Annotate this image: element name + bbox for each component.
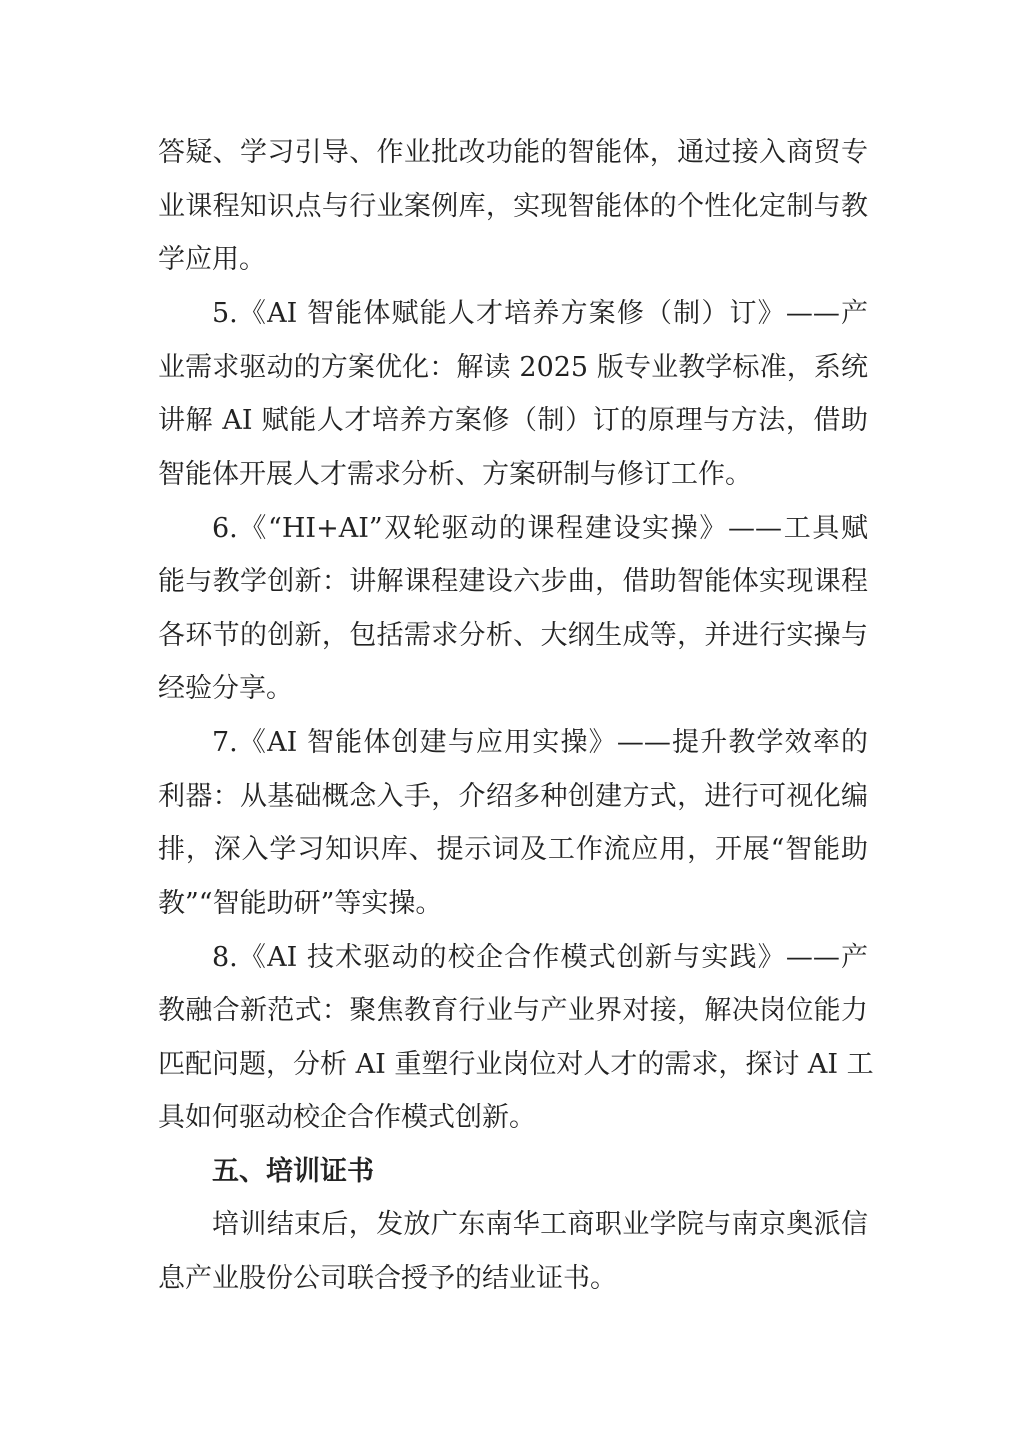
certificate-line-2: 息产业股份公司联合授予的结业证书。	[158, 1263, 617, 1294]
item-8-line-2: 教融合新范式：聚焦教育行业与产业界对接，解决岗位能力	[158, 995, 868, 1026]
item-5-line-3: 讲解 AI 赋能人才培养方案修（制）订的原理与方法，借助	[158, 405, 868, 436]
item-7-line-4: 教”“智能助研”等实操。	[158, 888, 443, 919]
item-6-line-4: 经验分享。	[158, 673, 293, 704]
item-5-line-2: 业需求驱动的方案优化：解读 2025 版专业教学标准，系统	[158, 352, 868, 383]
certificate-line-1: 培训结束后，发放广东南华工商职业学院与南京奥派信	[212, 1209, 868, 1240]
item-6-line-3: 各环节的创新，包括需求分析、大纲生成等，并进行实操与	[158, 620, 868, 651]
paragraph-4-line-2: 答疑、学习引导、作业批改功能的智能体，通过接入商贸专	[158, 137, 868, 168]
item-6-line-2: 能与教学创新：讲解课程建设六步曲，借助智能体实现课程	[158, 566, 868, 597]
item-6-line-1: 6.《“HI+AI”双轮驱动的课程建设实操》——工具赋	[212, 513, 868, 544]
item-8-line-3: 匹配问题，分析 AI 重塑行业岗位对人才的需求，探讨 AI 工	[158, 1049, 874, 1080]
section-heading: 五、培训证书	[212, 1156, 374, 1187]
item-7-line-3: 排，深入学习知识库、提示词及工作流应用，开展“智能助	[158, 834, 868, 865]
item-7-line-1: 7.《AI 智能体创建与应用实操》——提升教学效率的	[212, 727, 868, 758]
item-8-line-1: 8.《AI 技术驱动的校企合作模式创新与实践》——产	[212, 942, 868, 973]
paragraph-4-line-4: 学应用。	[158, 244, 266, 275]
paragraph-4-line-3: 业课程知识点与行业案例库，实现智能体的个性化定制与教	[158, 191, 868, 222]
item-5-line-1: 5.《AI 智能体赋能人才培养方案修（制）订》——产	[212, 298, 868, 329]
item-7-line-2: 利器：从基础概念入手，介绍多种创建方式，进行可视化编	[158, 781, 868, 812]
item-5-line-4: 智能体开展人才需求分析、方案研制与修订工作。	[158, 459, 752, 490]
item-8-line-4: 具如何驱动校企合作模式创新。	[158, 1102, 536, 1133]
